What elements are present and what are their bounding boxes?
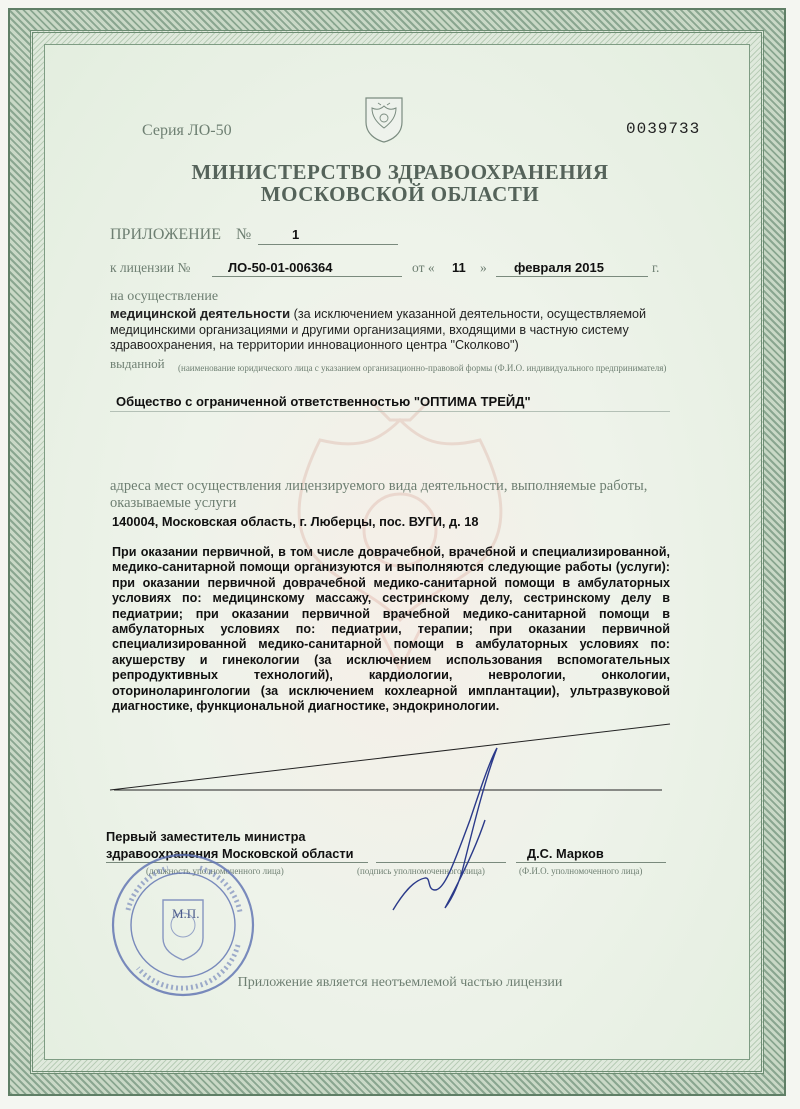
company-line bbox=[110, 411, 670, 412]
series-label: Серия ЛО-50 bbox=[142, 122, 232, 139]
ministry-title-line1: МИНИСТЕРСТВО ЗДРАВООХРАНЕНИЯ bbox=[191, 160, 609, 184]
appendix-label: ПРИЛОЖЕНИЕ bbox=[110, 226, 222, 243]
address-label: адреса мест осуществления лицензируемого вида деятельности, выполняемые работы, оказываемые услуги bbox=[110, 478, 648, 511]
license-number: ЛО-50-01-006364 bbox=[228, 260, 333, 275]
number-sign: № bbox=[236, 226, 252, 243]
license-number-line bbox=[212, 276, 402, 277]
signer-position-line1: Первый заместитель министра bbox=[106, 829, 306, 844]
activity-bold: медицинской деятельности bbox=[110, 306, 291, 321]
license-prefix: к лицензии № bbox=[110, 260, 191, 275]
hint-signature: (подпись уполномоченного лица) bbox=[357, 866, 485, 876]
date-from: от « bbox=[412, 260, 435, 275]
issued-hint: (наименование юридического лица с указанием организационно-правовой формы (Ф.И.О. индивидуального предпринимателя) bbox=[178, 363, 667, 373]
company-name: Общество с ограниченной ответственностью "ОПТИМА ТРЕЙД" bbox=[116, 394, 531, 409]
stamp-mp: М.П. bbox=[172, 906, 200, 921]
blank-number: 0039733 bbox=[626, 120, 701, 138]
appendix-number-line bbox=[258, 244, 398, 245]
footer-note: Приложение является неотъемлемой частью лицензии bbox=[237, 975, 563, 990]
name-line bbox=[516, 862, 666, 863]
date-close: » bbox=[480, 260, 487, 275]
hint-name: (Ф.И.О. уполномоченного лица) bbox=[519, 866, 643, 876]
activity-rest: (за исключением указанной деятельности, осуществляемой медицинскими организациями и другими организациями, входящими в частную систему здравоохранения, на территории инновационного центра "Сколково") bbox=[110, 307, 647, 352]
date-line bbox=[496, 276, 648, 277]
issued-label: выданной bbox=[110, 356, 165, 371]
ministry-title-line2: МОСКОВСКОЙ ОБЛАСТИ bbox=[260, 182, 540, 206]
date-month-year: февраля 2015 bbox=[514, 260, 604, 275]
for-label: на осуществление bbox=[110, 289, 219, 304]
works-text: При оказании первичной, в том числе доврачебной, врачебной и специализированной, медико-санитарной помощи организуются и выполняются следующие работы (услуги): при оказании первичной доврачебной медико-санитарной помощи в амбулаторных условиях по: медицинскому массажу, сестринскому делу, сестринскому делу в педиатрии; при оказании первичной врачебной медико-санитарной помощи в амбулаторных условиях по: педиатрии, терапии; при оказании первичной специализированной медико-санитарной помощи в амбулаторных условиях по: акушерству и гинекологии (за исключением использования вспомогательных репродуктивных технологий), кардиологии, неврологии, онкологии, оториноларингологии (за исключением кохлеарной имплантации), ультразвуковой диагностике, функциональной диагностике, эндокринологии. bbox=[112, 545, 670, 714]
signer-position-line2: здравоохранения Московской области bbox=[106, 846, 354, 861]
handwritten-signature-icon bbox=[385, 740, 515, 920]
signer-name: Д.С. Марков bbox=[527, 846, 604, 861]
year-suffix: г. bbox=[652, 260, 660, 275]
hint-position: (должность уполномоченного лица) bbox=[146, 866, 284, 876]
date-day: 11 bbox=[452, 260, 466, 275]
state-emblem-icon bbox=[362, 94, 406, 144]
activity-text bbox=[110, 306, 670, 354]
address-value: 140004, Московская область, г. Люберцы, пос. ВУГИ, д. 18 bbox=[112, 514, 479, 529]
appendix-number: 1 bbox=[292, 227, 300, 242]
